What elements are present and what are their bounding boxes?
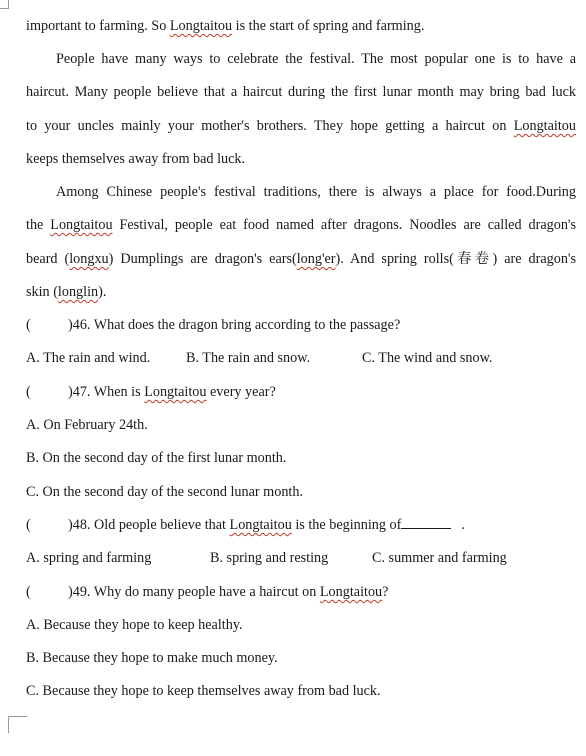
text-run: Among Chinese people's festival traditions, there is always a place for food.During	[56, 184, 576, 200]
question-stem	[26, 382, 576, 402]
option-b	[26, 648, 576, 668]
option-a: A. The rain and wind.	[26, 350, 151, 366]
option-c: C. summer and farming	[372, 550, 507, 566]
text-run: haircut. Many people believe that a haircut during the first lunar month may bring bad luck	[26, 84, 576, 100]
question-text: every year?	[206, 384, 276, 400]
option-c: C. The wind and snow.	[362, 350, 493, 366]
option-b	[26, 448, 576, 468]
option-a: A. spring and farming	[26, 550, 152, 566]
text-run: ) Dumplings are dragon's ears(	[108, 251, 297, 267]
spellcheck-word: Longtaitou	[169, 18, 233, 34]
option-a	[26, 615, 576, 635]
passage-line	[26, 215, 576, 235]
question-text: .	[461, 517, 465, 533]
option-text: B. On the second day of the first lunar month.	[26, 450, 287, 466]
option-b: B. spring and resting	[210, 550, 329, 566]
answer-paren[interactable]: (	[26, 584, 31, 600]
question-options	[26, 348, 576, 368]
question-text: ?	[382, 584, 389, 600]
text-run: beard (	[26, 251, 70, 267]
spellcheck-word: Longtaitou	[319, 584, 383, 600]
spellcheck-word: Longtaitou	[229, 517, 292, 533]
passage-line	[26, 149, 576, 169]
text-run: is the start of spring and farming.	[232, 18, 425, 34]
option-text: B. Because they hope to make much money.	[26, 650, 278, 666]
option-c	[26, 482, 576, 502]
text-run: People have many ways to celebrate the festival. The most popular one is to have a	[56, 51, 576, 67]
answer-paren[interactable]: (	[26, 517, 31, 533]
spellcheck-word: longxu	[69, 251, 109, 267]
passage-line	[26, 82, 576, 102]
spellcheck-word: longlin	[57, 284, 99, 300]
question-stem	[26, 582, 576, 602]
question-text: )46. What does the dragon bring according to the passage?	[68, 317, 401, 333]
option-text: C. On the second day of the second lunar month.	[26, 484, 303, 500]
question-stem	[26, 315, 576, 335]
text-run: ). And spring rolls(春卷) are dragon's	[335, 251, 576, 267]
text-run: to your uncles mainly your mother's brothers. They hope getting a haircut on	[26, 118, 514, 134]
question-text: )48. Old people believe that	[68, 517, 230, 533]
text-run: keeps themselves away from bad luck.	[26, 151, 246, 167]
text-run: the	[26, 217, 51, 233]
spellcheck-word: Longtaitou	[513, 118, 576, 134]
spellcheck-word: Longtaitou	[50, 217, 113, 233]
page-corner-mark-bottom	[8, 716, 27, 733]
passage-line	[56, 49, 576, 69]
passage-line	[26, 282, 576, 302]
question-options	[26, 548, 576, 568]
passage-line	[26, 116, 576, 136]
text-run: ).	[98, 284, 107, 300]
question-stem	[26, 515, 576, 535]
text-run: Festival, people eat food named after dragons. Noodles are called dragon's	[112, 217, 576, 233]
passage-line	[56, 182, 576, 202]
passage-line	[26, 16, 576, 36]
text-run: important to farming. So	[26, 18, 170, 34]
option-b: B. The rain and snow.	[186, 350, 311, 366]
option-c	[26, 681, 576, 701]
option-text: A. On February 24th.	[26, 417, 148, 433]
question-text: is the beginning of	[291, 517, 402, 533]
option-text: C. Because they hope to keep themselves away from bad luck.	[26, 683, 381, 699]
passage-line	[26, 249, 576, 269]
answer-blank[interactable]	[401, 515, 451, 529]
answer-paren[interactable]: (	[26, 384, 31, 400]
option-a	[26, 415, 576, 435]
question-text: )49. Why do many people have a haircut on	[68, 584, 320, 600]
text-run: skin (	[26, 284, 58, 300]
spellcheck-word: long'er	[296, 251, 336, 267]
page-corner-mark-top	[0, 0, 9, 9]
answer-paren[interactable]: (	[26, 317, 31, 333]
question-text: )47. When is	[68, 384, 145, 400]
option-text: A. Because they hope to keep healthy.	[26, 617, 243, 633]
spellcheck-word: Longtaitou	[144, 384, 207, 400]
